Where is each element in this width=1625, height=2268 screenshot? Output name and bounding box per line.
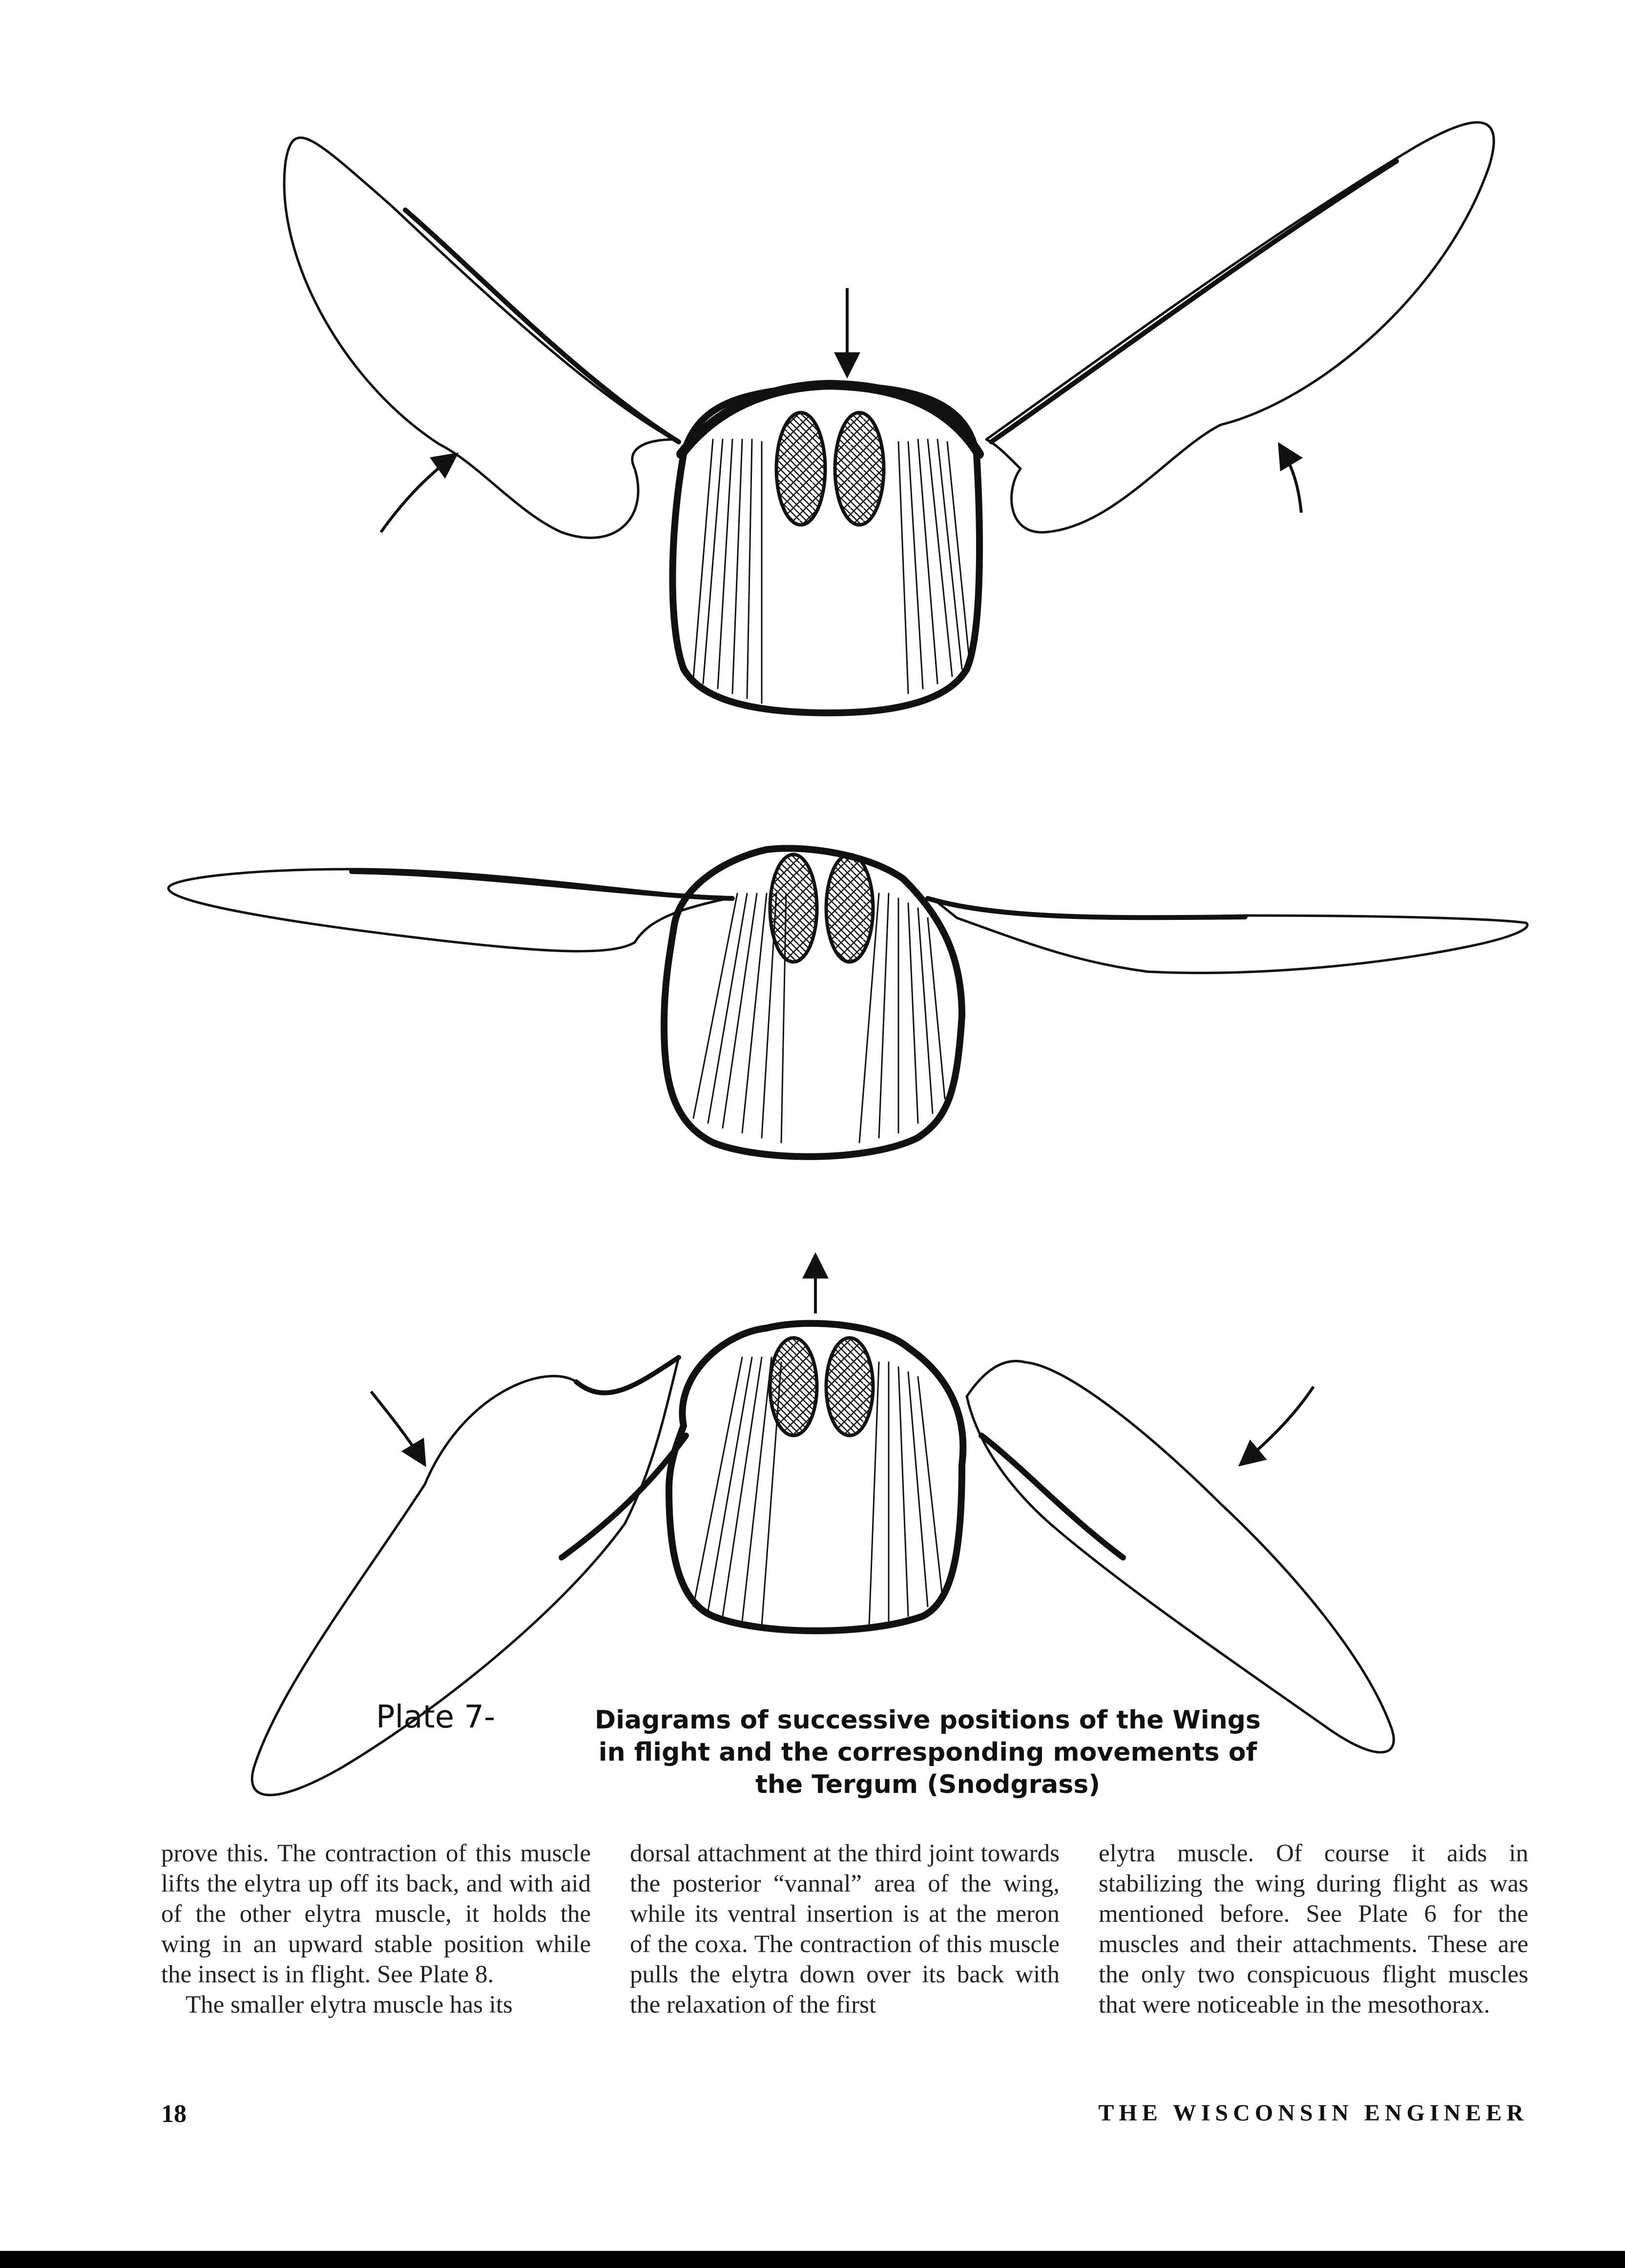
left-wing bbox=[284, 138, 674, 538]
plate-label: Plate 7- bbox=[376, 1699, 496, 1735]
right-wing bbox=[986, 123, 1494, 533]
caption-line: in flight and the corresponding movements of bbox=[598, 1738, 1257, 1767]
page-number: 18 bbox=[161, 2100, 187, 2128]
paragraph: elytra muscle. Of course it aids in stabilizing the wing during flight as was mentioned before. See Plate 6 for the muscles and their attachments. These are the only two conspicuous flight muscles that were noticeable in the mesothorax. bbox=[1099, 1840, 1528, 2018]
right-wing bbox=[967, 1361, 1394, 1752]
page-footer bbox=[161, 2100, 1528, 2139]
caption-text bbox=[562, 1704, 1294, 1801]
text-column-3 bbox=[1099, 1838, 1528, 2092]
paragraph: prove this. The contraction of this muscle lifts the elytra up off its back, and with aid of the other elytra muscle, it holds the wing in an upward stable position while the insect is in flight. See Plate 8. bbox=[161, 1840, 591, 1988]
caption-line: Diagrams of successive positions of the Wings bbox=[595, 1706, 1261, 1735]
diagram-wings-level bbox=[168, 849, 1527, 1157]
caption-line: the Tergum (Snodgrass) bbox=[755, 1770, 1101, 1799]
left-wing bbox=[168, 869, 728, 951]
article-body bbox=[161, 1838, 1528, 2092]
paragraph: dorsal attachment at the third joint towards the posterior “vannal” area of the wing, while its ventral insertion is at the meron of the coxa. The contraction of this muscle pulls the elytra down over its back with the relaxation of the first bbox=[630, 1840, 1060, 2018]
journal-title: THE WISCONSIN ENGINEER bbox=[1098, 2100, 1528, 2126]
scan-edge bbox=[0, 2251, 1625, 2268]
diagram-wings-raised bbox=[284, 123, 1494, 713]
paragraph: The smaller elytra muscle has its bbox=[186, 1991, 513, 2018]
text-column-2 bbox=[630, 1838, 1060, 2092]
text-column-1 bbox=[161, 1838, 591, 2092]
right-wing bbox=[933, 898, 1527, 973]
